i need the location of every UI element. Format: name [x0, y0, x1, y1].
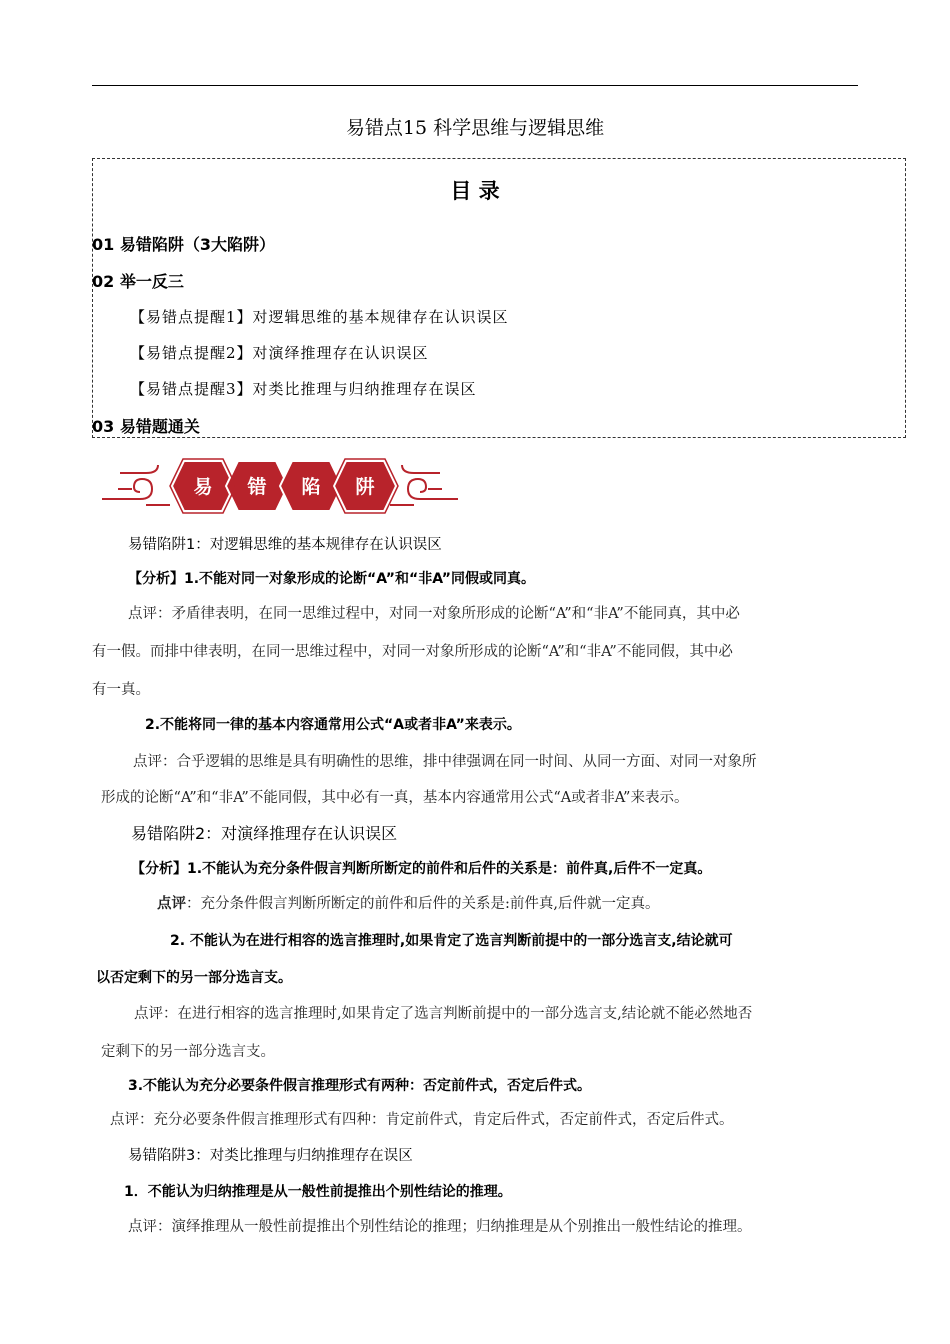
trap2-analysis-3: 3.不能认为充分必要条件假言推理形式有两种：否定前件式，否定后件式。 — [128, 1078, 592, 1094]
toc-item-reminder-2[interactable]: 【易错点提醒2】对演绎推理存在认识误区 — [130, 344, 429, 362]
banner-char-4: 阱 — [355, 476, 375, 498]
trap2-title: 易错陷阱2：对演绎推理存在认识误区 — [131, 824, 398, 843]
right-cloud-ornament — [390, 465, 458, 505]
left-cloud-ornament — [102, 465, 170, 505]
trap1-comment-2-line2: 形成的论断“A”和“非A”不能同假，其中必有一真，基本内容通常用公式“A或者非A”来表示。 — [101, 790, 689, 806]
toc-heading: 目 录 — [450, 179, 500, 203]
trap3-analysis-1: 1．不能认为归纳推理是从一般性前提推出个别性结论的推理。 — [124, 1184, 512, 1200]
trap1-comment-2-line1: 点评：合乎逻辑的思维是具有明确性的思维，排中律强调在同一时间、从同一方面、对同一对象所 — [133, 754, 757, 770]
trap1-title: 易错陷阱1：对逻辑思维的基本规律存在认识误区 — [128, 537, 442, 553]
trap2-comment-1-text: ：充分条件假言判断所断定的前件和后件的关系是:前件真,后件就一定真。 — [186, 896, 660, 912]
trap2-comment-3: 点评：充分必要条件假言推理形式有四种：肯定前件式，肯定后件式，否定前件式，否定后件式。 — [110, 1112, 734, 1128]
toc-item-examples[interactable]: 02 举一反三 — [92, 272, 184, 291]
banner-char-1: 易 — [193, 476, 213, 498]
trap3-title: 易错陷阱3：对类比推理与归纳推理存在误区 — [128, 1148, 413, 1164]
trap1-analysis-2: 2.不能将同一律的基本内容通常用公式“A或者非A”来表示。 — [145, 717, 521, 733]
trap3-comment-1: 点评：演绎推理从一般性前提推出个别性结论的推理；归纳推理是从个别推出一般性结论的推理。 — [128, 1219, 752, 1235]
error-traps-banner — [100, 455, 460, 517]
comment-label: 点评 — [157, 896, 186, 912]
trap2-analysis-1: 【分析】1.不能认为充分条件假言判断所断定的前件和后件的关系是：前件真,后件不一定真。 — [131, 861, 712, 877]
toc-item-traps[interactable]: 01 易错陷阱（3大陷阱） — [92, 235, 275, 254]
trap2-comment-2-line2: 定剩下的另一部分选言支。 — [101, 1044, 275, 1060]
toc-item-exercises[interactable]: 03 易错题通关 — [92, 417, 200, 436]
trap2-comment-1 — [157, 892, 660, 913]
trap2-comment-2-line1: 点评：在进行相容的选言推理时,如果肯定了选言判断前提中的一部分选言支,结论就不能必然地否 — [134, 1006, 753, 1022]
trap2-analysis-2-line1: 2. 不能认为在进行相容的选言推理时,如果肯定了选言判断前提中的一部分选言支,结论就可 — [170, 933, 733, 949]
trap1-comment-1-line1: 点评：矛盾律表明，在同一思维过程中，对同一对象所形成的论断“A”和“非A”不能同真，其中必 — [128, 606, 740, 622]
header-rule — [92, 85, 858, 86]
trap1-comment-1-line2: 有一假。而排中律表明，在同一思维过程中，对同一对象所形成的论断“A”和“非A”不能同假，其中必 — [92, 644, 733, 660]
toc-item-reminder-1[interactable]: 【易错点提醒1】对逻辑思维的基本规律存在认识误区 — [130, 308, 509, 326]
trap2-analysis-2-line2: 以否定剩下的另一部分选言支。 — [96, 970, 292, 986]
toc-item-reminder-3[interactable]: 【易错点提醒3】对类比推理与归纳推理存在误区 — [130, 380, 477, 398]
trap1-analysis-1: 【分析】1.不能对同一对象形成的论断“A”和“非A”同假或同真。 — [128, 571, 535, 587]
trap1-comment-1-line3: 有一真。 — [92, 682, 150, 698]
banner-char-3: 陷 — [301, 476, 321, 498]
document-title: 易错点15 科学思维与逻辑思维 — [345, 117, 605, 139]
banner-char-2: 错 — [247, 476, 267, 498]
